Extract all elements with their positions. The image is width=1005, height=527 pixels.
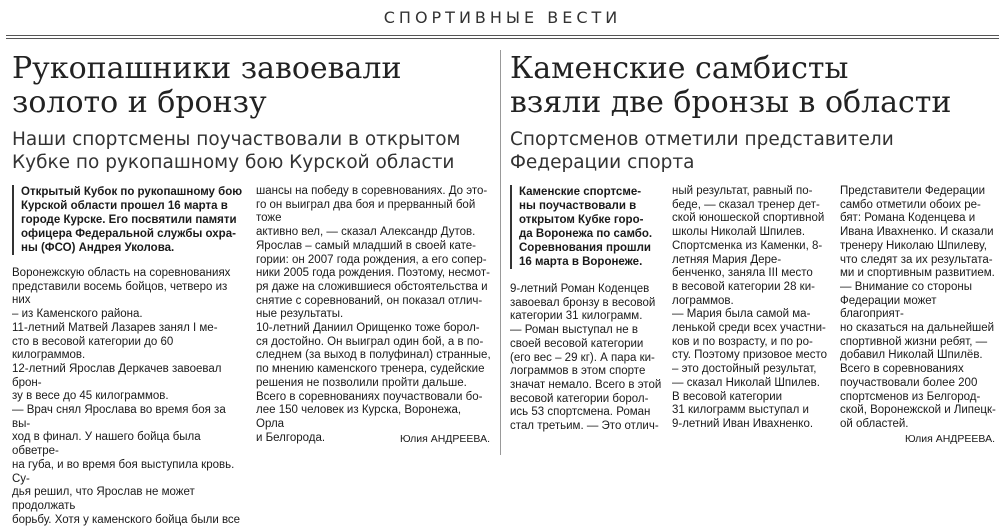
right-column-3 xyxy=(840,185,998,432)
right-author: Юлия АНДРЕЕВА. xyxy=(904,433,995,445)
header-rule-bottom xyxy=(6,38,999,39)
left-body-2: шансы на победу в соревнованиях. До это- го он выиграл два боя и прерванный бой тоже активно вел, — сказал Александр Дутов. Ярослав – самый младший в своей кате- гории: он 2007 года рождения, а его сопер- ники 2005 года рождения. Поэтому, несмот- ря даже на сложившиеся обстоятельства и снятие с соревнований, он показал отлич- ные результаты. 10-летний Даниил Орищенко тоже борол- ся достойно. Он выиграл один бой, а в по- следнем (за выход в полуфинал) странные, по мнению каменского тренера, судейские решения не позволили пройти дальше. Всего в соревнованиях поучаствовали бо- лее 150 человек из Курска, Воронежа, Орла и Белгорода. xyxy=(256,185,491,444)
left-body-1: Воронежскую область на соревнованиях представили восемь бойцов, четверо из них – из Каменского района. 11-летний Матвей Лазарев занял I ме- сто в весовой категории до 60 килограммов. 12-летний Ярослав Деркачев завоевал брон- зу в весе до 45 килограммов. — Врач снял Ярослава во время боя за вы- ход в финал. У нашего бойца была обветре- на губа, и во время боя выступила кровь. Су- дья решил, что Ярослав не может продолжать борьбу. Хотя у каменского бойца были все xyxy=(12,267,241,526)
left-lead: Открытый Кубок по рукопашному бою Курской области прошел 16 марта в городе Курске. Его посвятили памяти офицера Федеральной службы охра- ны (ФСО) Андрея Уколова. xyxy=(12,185,247,255)
right-column-2 xyxy=(672,185,830,432)
right-column-1 xyxy=(510,185,662,434)
left-column-1 xyxy=(12,185,247,527)
right-body-1: 9-летний Роман Коденцев завоевал бронзу в весовой категории 31 килограмм. — Роман выступал не в своей весовой категории (его вес – 29 кг). А пара ки- лограммов в этом спорте значат немало. Всего в этой весовой категории борол- ись 53 спортсмена. Роман стал третьим. — Это отлич- xyxy=(510,283,662,433)
left-subhead: Наши спортсмены поучаствовали в открытом Кубке по рукопашному бою Курской области xyxy=(12,129,461,173)
left-author: Юлия АНДРЕЕВА. xyxy=(399,433,490,445)
left-column-2 xyxy=(256,185,492,445)
right-body-3: Представители Федерации самбо отметили обоих ре- бят: Романа Коденцева и Ивана Ивахненко. И сказали тренеру Николаю Шпилеву, что следят за их результата- ми и спортивным развитием. — Внимание со стороны Федерации может благоприят- но сказаться на дальнейшей спортивной жизни ребят, — добавил Николай Шпилёв. Всего в соревнованиях поучаствовали более 200 спортсменов из Белгород- ской, Воронежской и Липецк- ой областей. xyxy=(840,185,996,430)
column-divider xyxy=(500,50,501,455)
right-lead: Каменские спортсме- ны поучаствовали в открытом Кубке горо- да Воронежа по самбо. Соревнования прошли 16 марта в Воронеже. xyxy=(510,185,662,269)
left-headline: Рукопашники завоевали золото и бронзу xyxy=(12,51,402,120)
header-rule-top xyxy=(6,35,999,36)
right-body-2: ный результат, равный по- беде, — сказал тренер дет- ской юношеской спортивной школы Николай Шпилев. Спортсменка из Каменки, 8-летняя Мария Дере- бенченко, заняла III место в весовой категории 28 ки- лограммов. — Мария была самой ма- ленькой среди всех участни- ков и по возрасту, и по ро- сту. Поэтому призовое место – это достойный результат, — сказал Николай Шпилев. В весовой категории 31 килограмм выступал и 9-летний Иван Ивахненко. xyxy=(672,185,828,430)
right-subhead: Спортсменов отметили представители Федерации спорта xyxy=(510,129,894,173)
section-title: СПОРТИВНЫЕ ВЕСТИ xyxy=(383,8,622,27)
right-headline: Каменские самбисты взяли две бронзы в области xyxy=(510,51,952,120)
